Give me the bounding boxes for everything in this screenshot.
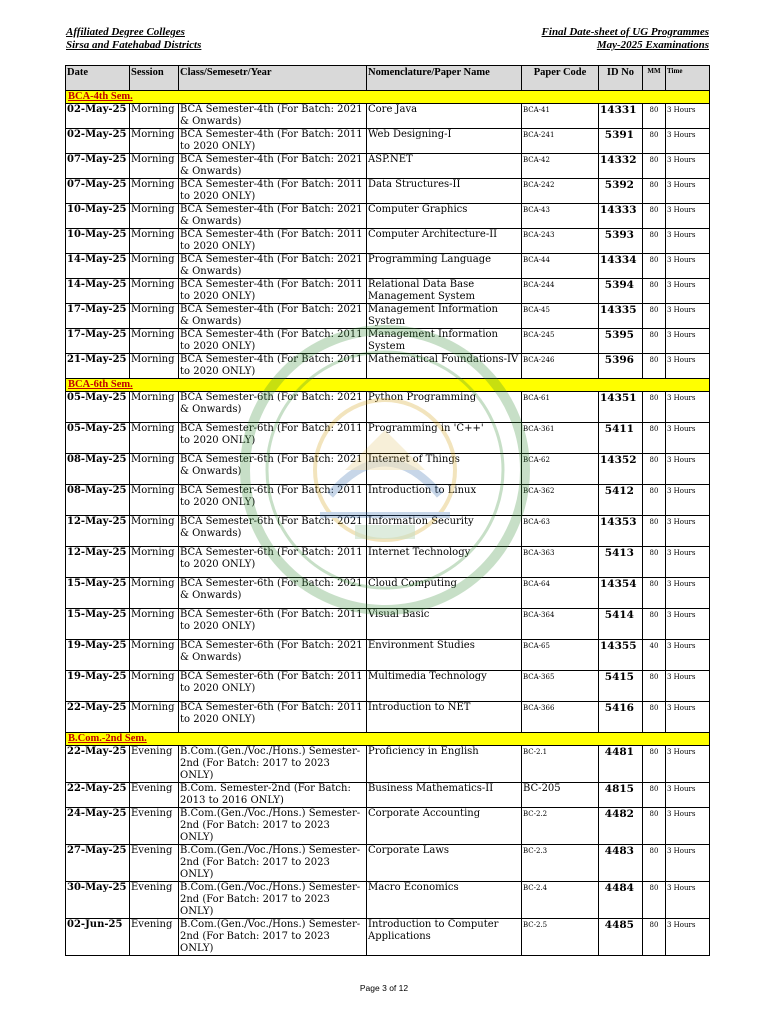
max-marks-cell: 80 [643, 609, 666, 640]
paper-name-cell: Management Information System [367, 304, 522, 329]
paper-name-cell: Multimedia Technology [367, 671, 522, 702]
col-header-id: ID No [599, 66, 643, 91]
id-no-cell: 14352 [599, 454, 643, 485]
class-cell: BCA Semester-6th (For Batch: 2011 to 2020 ONLY) [179, 702, 367, 733]
exam-date-cell: 24-May-25 [66, 808, 130, 845]
exam-date-cell: 27-May-25 [66, 845, 130, 882]
duration-cell: 3 Hours [666, 516, 710, 547]
paper-code-cell: BCA-41 [522, 104, 599, 129]
session-cell: Morning [130, 354, 179, 379]
session-cell: Morning [130, 547, 179, 578]
class-cell: B.Com.(Gen./Voc./Hons.) Semester-2nd (For Batch: 2017 to 2023 ONLY) [179, 845, 367, 882]
max-marks-cell: 80 [643, 279, 666, 304]
max-marks-cell: 80 [643, 702, 666, 733]
duration-cell: 3 Hours [666, 423, 710, 454]
class-cell: BCA Semester-4th (For Batch: 2011 to 2020 ONLY) [179, 179, 367, 204]
session-cell: Morning [130, 329, 179, 354]
max-marks-cell: 80 [643, 254, 666, 279]
id-no-cell: 14333 [599, 204, 643, 229]
exam-date-cell: 10-May-25 [66, 229, 130, 254]
paper-name-cell: Macro Economics [367, 882, 522, 919]
col-header-date: Date [66, 66, 130, 91]
max-marks-cell: 40 [643, 640, 666, 671]
paper-code-cell: BCA-242 [522, 179, 599, 204]
duration-cell: 3 Hours [666, 204, 710, 229]
class-cell: BCA Semester-6th (For Batch: 2021 & Onwards) [179, 454, 367, 485]
table-body [66, 91, 710, 956]
session-cell: Morning [130, 454, 179, 485]
session-cell: Evening [130, 746, 179, 783]
paper-name-cell: Introduction to Computer Applications [367, 919, 522, 956]
paper-name-cell: Web Designing-I [367, 129, 522, 154]
section-title: BCA-4th Sem. [68, 91, 133, 102]
exam-date-cell: 19-May-25 [66, 671, 130, 702]
paper-code-cell: BCA-244 [522, 279, 599, 304]
id-no-cell: 4483 [599, 845, 643, 882]
id-no-cell: 5412 [599, 485, 643, 516]
duration-cell: 3 Hours [666, 329, 710, 354]
paper-name-cell: Introduction to Linux [367, 485, 522, 516]
duration-cell: 3 Hours [666, 154, 710, 179]
paper-code-cell: BCA-366 [522, 702, 599, 733]
exam-date-cell: 02-May-25 [66, 104, 130, 129]
table-row [66, 129, 710, 154]
exam-date-cell: 02-Jun-25 [66, 919, 130, 956]
paper-code-cell: BCA-364 [522, 609, 599, 640]
paper-name-cell: Visual Basic [367, 609, 522, 640]
table-row [66, 154, 710, 179]
id-no-cell: 5394 [599, 279, 643, 304]
max-marks-cell: 80 [643, 304, 666, 329]
class-cell: BCA Semester-4th (For Batch: 2011 to 2020 ONLY) [179, 229, 367, 254]
table-row [66, 104, 710, 129]
duration-cell: 3 Hours [666, 104, 710, 129]
class-cell: BCA Semester-4th (For Batch: 2021 & Onwards) [179, 254, 367, 279]
section-header-row [66, 379, 710, 392]
table-row [66, 304, 710, 329]
max-marks-cell: 80 [643, 516, 666, 547]
paper-name-cell: Introduction to NET [367, 702, 522, 733]
exam-date-cell: 17-May-25 [66, 304, 130, 329]
col-header-mm: MM [643, 66, 666, 91]
id-no-cell: 14331 [599, 104, 643, 129]
table-row [66, 279, 710, 304]
paper-name-cell: Programming Language [367, 254, 522, 279]
exam-date-cell: 08-May-25 [66, 454, 130, 485]
paper-name-cell: Internet Technology [367, 547, 522, 578]
section-header-row [66, 91, 710, 104]
exam-date-cell: 14-May-25 [66, 254, 130, 279]
class-cell: BCA Semester-4th (For Batch: 2011 to 2020 ONLY) [179, 354, 367, 379]
id-no-cell: 5393 [599, 229, 643, 254]
table-header-row [66, 66, 710, 91]
paper-code-cell: BCA-362 [522, 485, 599, 516]
table-row [66, 329, 710, 354]
paper-name-cell: ASP.NET [367, 154, 522, 179]
id-no-cell: 5416 [599, 702, 643, 733]
session-cell: Morning [130, 304, 179, 329]
paper-name-cell: Environment Studies [367, 640, 522, 671]
max-marks-cell: 80 [643, 919, 666, 956]
max-marks-cell: 80 [643, 808, 666, 845]
id-no-cell: 5396 [599, 354, 643, 379]
table-row [66, 808, 710, 845]
duration-cell: 3 Hours [666, 229, 710, 254]
class-cell: BCA Semester-6th (For Batch: 2021 & Onwards) [179, 516, 367, 547]
datesheet-table [65, 65, 710, 956]
table-row [66, 845, 710, 882]
exam-date-cell: 22-May-25 [66, 746, 130, 783]
table-row [66, 783, 710, 808]
session-cell: Morning [130, 104, 179, 129]
paper-name-cell: Core Java [367, 104, 522, 129]
paper-code-cell: BCA-45 [522, 304, 599, 329]
paper-name-cell: Data Structures-II [367, 179, 522, 204]
id-no-cell: 14355 [599, 640, 643, 671]
class-cell: BCA Semester-6th (For Batch: 2011 to 2020 ONLY) [179, 485, 367, 516]
exam-date-cell: 22-May-25 [66, 783, 130, 808]
session-cell: Morning [130, 179, 179, 204]
exam-date-cell: 05-May-25 [66, 392, 130, 423]
duration-cell: 3 Hours [666, 392, 710, 423]
max-marks-cell: 80 [643, 392, 666, 423]
duration-cell: 3 Hours [666, 129, 710, 154]
paper-name-cell: Python Programming [367, 392, 522, 423]
max-marks-cell: 80 [643, 154, 666, 179]
max-marks-cell: 80 [643, 845, 666, 882]
table-row [66, 609, 710, 640]
id-no-cell: 5391 [599, 129, 643, 154]
col-header-time: Time [666, 66, 710, 91]
class-cell: BCA Semester-6th (For Batch: 2011 to 2020 ONLY) [179, 671, 367, 702]
col-header-class: Class/Semesetr/Year [179, 66, 367, 91]
page-footer: Page 3 of 12 [359, 983, 409, 993]
session-cell: Evening [130, 919, 179, 956]
session-cell: Morning [130, 609, 179, 640]
duration-cell: 3 Hours [666, 919, 710, 956]
table-row [66, 485, 710, 516]
duration-cell: 3 Hours [666, 783, 710, 808]
paper-name-cell: Mathematical Foundations-IV [367, 354, 522, 379]
session-cell: Morning [130, 129, 179, 154]
paper-name-cell: Relational Data Base Management System [367, 279, 522, 304]
id-no-cell: 5413 [599, 547, 643, 578]
session-cell: Morning [130, 392, 179, 423]
exam-date-cell: 21-May-25 [66, 354, 130, 379]
exam-date-cell: 14-May-25 [66, 279, 130, 304]
session-cell: Evening [130, 845, 179, 882]
exam-date-cell: 30-May-25 [66, 882, 130, 919]
header-datesheet-title: Final Date-sheet of UG Programmes [541, 26, 709, 38]
id-no-cell: 5411 [599, 423, 643, 454]
paper-code-cell: BC-2.1 [522, 746, 599, 783]
id-no-cell: 4484 [599, 882, 643, 919]
duration-cell: 3 Hours [666, 702, 710, 733]
paper-name-cell: Information Security [367, 516, 522, 547]
session-cell: Evening [130, 783, 179, 808]
max-marks-cell: 80 [643, 129, 666, 154]
table-row [66, 702, 710, 733]
class-cell: BCA Semester-4th (For Batch: 2011 to 2020 ONLY) [179, 129, 367, 154]
paper-code-cell: BCA-65 [522, 640, 599, 671]
max-marks-cell: 80 [643, 179, 666, 204]
table-row [66, 746, 710, 783]
id-no-cell: 5414 [599, 609, 643, 640]
exam-date-cell: 02-May-25 [66, 129, 130, 154]
session-cell: Morning [130, 702, 179, 733]
table-row [66, 578, 710, 609]
paper-code-cell: BCA-243 [522, 229, 599, 254]
session-cell: Evening [130, 808, 179, 845]
class-cell: BCA Semester-6th (For Batch: 2011 to 2020 ONLY) [179, 609, 367, 640]
id-no-cell: 14353 [599, 516, 643, 547]
paper-code-cell: BCA-365 [522, 671, 599, 702]
duration-cell: 3 Hours [666, 578, 710, 609]
duration-cell: 3 Hours [666, 640, 710, 671]
max-marks-cell: 80 [643, 329, 666, 354]
section-header-row [66, 733, 710, 746]
session-cell: Morning [130, 485, 179, 516]
id-no-cell: 5395 [599, 329, 643, 354]
id-no-cell: 5415 [599, 671, 643, 702]
session-cell: Morning [130, 516, 179, 547]
table-row [66, 882, 710, 919]
exam-date-cell: 07-May-25 [66, 179, 130, 204]
paper-code-cell: BCA-64 [522, 578, 599, 609]
table-row [66, 229, 710, 254]
duration-cell: 3 Hours [666, 254, 710, 279]
paper-name-cell: Corporate Accounting [367, 808, 522, 845]
table-row [66, 547, 710, 578]
duration-cell: 3 Hours [666, 454, 710, 485]
exam-date-cell: 22-May-25 [66, 702, 130, 733]
exam-date-cell: 12-May-25 [66, 547, 130, 578]
id-no-cell: 14334 [599, 254, 643, 279]
max-marks-cell: 80 [643, 882, 666, 919]
paper-name-cell: Proficiency in English [367, 746, 522, 783]
table-row [66, 454, 710, 485]
exam-date-cell: 08-May-25 [66, 485, 130, 516]
table-row [66, 919, 710, 956]
paper-code-cell: BCA-245 [522, 329, 599, 354]
session-cell: Morning [130, 671, 179, 702]
session-cell: Morning [130, 254, 179, 279]
paper-code-cell: BCA-241 [522, 129, 599, 154]
duration-cell: 3 Hours [666, 304, 710, 329]
paper-code-cell: BCA-363 [522, 547, 599, 578]
class-cell: B.Com. Semester-2nd (For Batch: 2013 to 2016 ONLY) [179, 783, 367, 808]
id-no-cell: 4482 [599, 808, 643, 845]
duration-cell: 3 Hours [666, 547, 710, 578]
paper-name-cell: Internet of Things [367, 454, 522, 485]
table-row [66, 671, 710, 702]
id-no-cell: 14335 [599, 304, 643, 329]
class-cell: B.Com.(Gen./Voc./Hons.) Semester-2nd (For Batch: 2017 to 2023 ONLY) [179, 882, 367, 919]
session-cell: Morning [130, 640, 179, 671]
id-no-cell: 4815 [599, 783, 643, 808]
col-header-code: Paper Code [522, 66, 599, 91]
class-cell: BCA Semester-6th (For Batch: 2021 & Onwards) [179, 578, 367, 609]
paper-name-cell: Programming in 'C++' [367, 423, 522, 454]
exam-date-cell: 15-May-25 [66, 578, 130, 609]
session-cell: Morning [130, 204, 179, 229]
class-cell: BCA Semester-6th (For Batch: 2011 to 2020 ONLY) [179, 423, 367, 454]
paper-code-cell: BC-2.3 [522, 845, 599, 882]
header-left [66, 26, 201, 52]
max-marks-cell: 80 [643, 454, 666, 485]
paper-code-cell: BCA-361 [522, 423, 599, 454]
paper-code-cell: BCA-246 [522, 354, 599, 379]
paper-code-cell: BCA-43 [522, 204, 599, 229]
class-cell: BCA Semester-4th (For Batch: 2021 & Onwards) [179, 154, 367, 179]
paper-code-cell: BCA-61 [522, 392, 599, 423]
class-cell: BCA Semester-4th (For Batch: 2021 & Onwards) [179, 304, 367, 329]
table-row [66, 354, 710, 379]
paper-code-cell: BC-2.4 [522, 882, 599, 919]
paper-code-cell: BCA-44 [522, 254, 599, 279]
duration-cell: 3 Hours [666, 845, 710, 882]
header-exam-session: May-2025 Examinations [596, 39, 709, 51]
exam-date-cell: 19-May-25 [66, 640, 130, 671]
duration-cell: 3 Hours [666, 746, 710, 783]
paper-code-cell: BCA-62 [522, 454, 599, 485]
id-no-cell: 14351 [599, 392, 643, 423]
paper-name-cell: Computer Graphics [367, 204, 522, 229]
max-marks-cell: 80 [643, 204, 666, 229]
table-row [66, 179, 710, 204]
session-cell: Morning [130, 279, 179, 304]
exam-date-cell: 15-May-25 [66, 609, 130, 640]
table-row [66, 204, 710, 229]
session-cell: Morning [130, 229, 179, 254]
class-cell: BCA Semester-4th (For Batch: 2011 to 2020 ONLY) [179, 329, 367, 354]
paper-code-cell: BCA-63 [522, 516, 599, 547]
class-cell: BCA Semester-6th (For Batch: 2021 & Onwards) [179, 392, 367, 423]
max-marks-cell: 80 [643, 783, 666, 808]
class-cell: BCA Semester-4th (For Batch: 2021 & Onwards) [179, 204, 367, 229]
paper-name-cell: Corporate Laws [367, 845, 522, 882]
paper-name-cell: Business Mathematics-II [367, 783, 522, 808]
max-marks-cell: 80 [643, 671, 666, 702]
max-marks-cell: 80 [643, 746, 666, 783]
table-row [66, 392, 710, 423]
duration-cell: 3 Hours [666, 882, 710, 919]
paper-code-cell: BCA-42 [522, 154, 599, 179]
max-marks-cell: 80 [643, 104, 666, 129]
exam-date-cell: 05-May-25 [66, 423, 130, 454]
max-marks-cell: 80 [643, 547, 666, 578]
table-row [66, 423, 710, 454]
header-district-line: Sirsa and Fatehabad Districts [66, 39, 202, 51]
exam-date-cell: 12-May-25 [66, 516, 130, 547]
duration-cell: 3 Hours [666, 671, 710, 702]
session-cell: Morning [130, 423, 179, 454]
max-marks-cell: 80 [643, 354, 666, 379]
duration-cell: 3 Hours [666, 279, 710, 304]
id-no-cell: 14354 [599, 578, 643, 609]
header-college-line: Affiliated Degree Colleges [66, 26, 185, 38]
max-marks-cell: 80 [643, 485, 666, 516]
exam-date-cell: 10-May-25 [66, 204, 130, 229]
class-cell: B.Com.(Gen./Voc./Hons.) Semester-2nd (For Batch: 2017 to 2023 ONLY) [179, 919, 367, 956]
id-no-cell: 4485 [599, 919, 643, 956]
id-no-cell: 14332 [599, 154, 643, 179]
duration-cell: 3 Hours [666, 808, 710, 845]
id-no-cell: 5392 [599, 179, 643, 204]
class-cell: B.Com.(Gen./Voc./Hons.) Semester-2nd (For Batch: 2017 to 2023 ONLY) [179, 746, 367, 783]
header-right [542, 26, 709, 52]
duration-cell: 3 Hours [666, 485, 710, 516]
session-cell: Morning [130, 154, 179, 179]
class-cell: B.Com.(Gen./Voc./Hons.) Semester-2nd (For Batch: 2017 to 2023 ONLY) [179, 808, 367, 845]
exam-date-cell: 07-May-25 [66, 154, 130, 179]
session-cell: Evening [130, 882, 179, 919]
max-marks-cell: 80 [643, 229, 666, 254]
paper-code-cell: BC-205 [522, 783, 599, 808]
duration-cell: 3 Hours [666, 354, 710, 379]
id-no-cell: 4481 [599, 746, 643, 783]
duration-cell: 3 Hours [666, 179, 710, 204]
paper-code-cell: BC-2.5 [522, 919, 599, 956]
table-row [66, 254, 710, 279]
table-row [66, 640, 710, 671]
col-header-session: Session [130, 66, 179, 91]
max-marks-cell: 80 [643, 423, 666, 454]
col-header-paper: Nomenclature/Paper Name [367, 66, 522, 91]
session-cell: Morning [130, 578, 179, 609]
table-row [66, 516, 710, 547]
paper-name-cell: Management Information System [367, 329, 522, 354]
duration-cell: 3 Hours [666, 609, 710, 640]
class-cell: BCA Semester-4th (For Batch: 2021 & Onwards) [179, 104, 367, 129]
paper-code-cell: BC-2.2 [522, 808, 599, 845]
paper-name-cell: Computer Architecture-II [367, 229, 522, 254]
exam-date-cell: 17-May-25 [66, 329, 130, 354]
class-cell: BCA Semester-6th (For Batch: 2021 & Onwards) [179, 640, 367, 671]
class-cell: BCA Semester-4th (For Batch: 2011 to 2020 ONLY) [179, 279, 367, 304]
section-title: B.Com.-2nd Sem. [68, 733, 147, 744]
paper-name-cell: Cloud Computing [367, 578, 522, 609]
max-marks-cell: 80 [643, 578, 666, 609]
section-title: BCA-6th Sem. [68, 379, 133, 390]
class-cell: BCA Semester-6th (For Batch: 2011 to 2020 ONLY) [179, 547, 367, 578]
